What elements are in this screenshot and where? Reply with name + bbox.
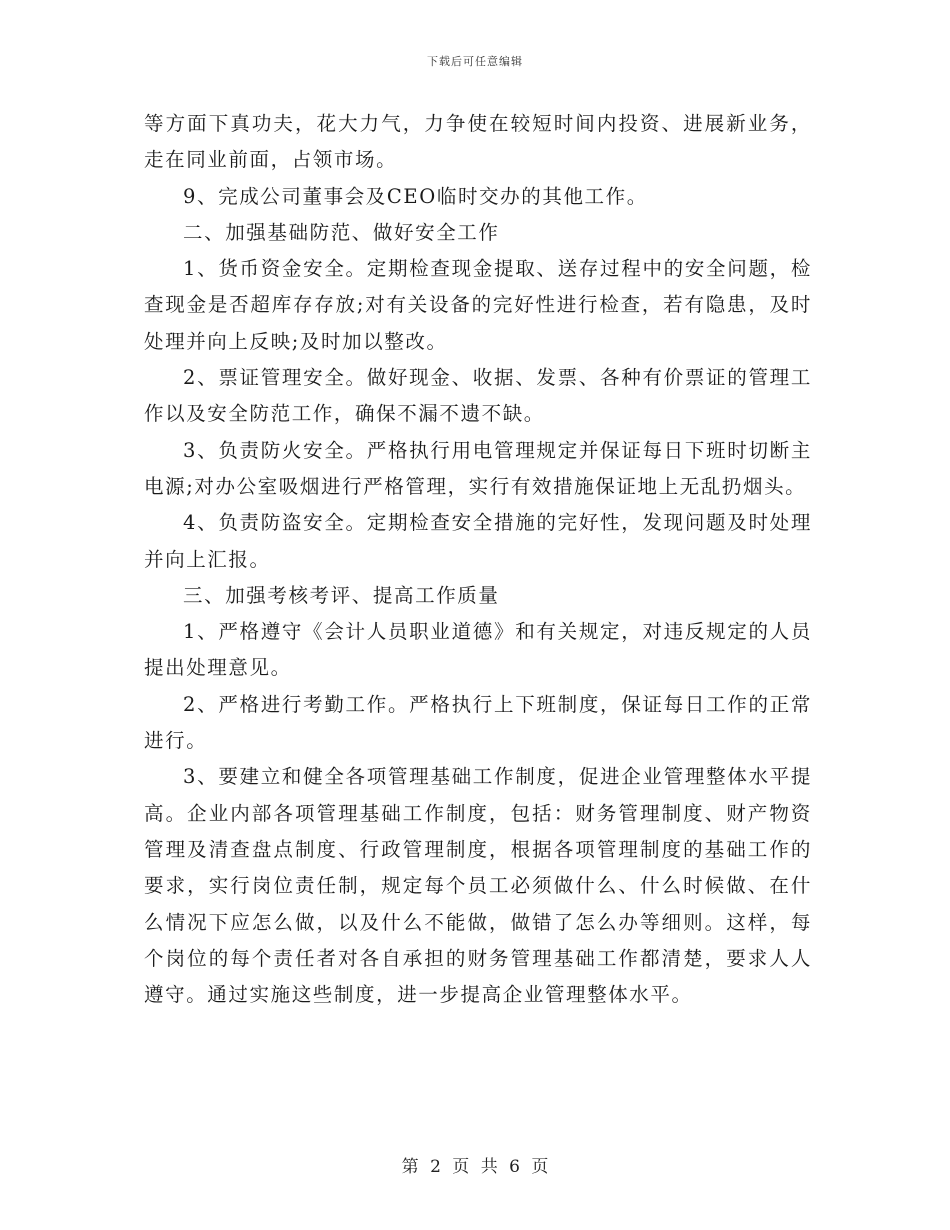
paragraph: 4、负责防盗安全。定期检查安全措施的完好性，发现问题及时处理并向上汇报。 xyxy=(144,511,812,571)
page-header: 下载后可任意编辑 xyxy=(427,55,523,68)
paragraph: 1、严格遵守《会计人员职业道德》和有关规定，对违反规定的人员提出处理意见。 xyxy=(144,620,812,680)
paragraph: 3、要建立和健全各项管理基础工作制度，促进企业管理整体水平提高。企业内部各项管理基础工作制度，包括：财务管理制度、财产物资管理及清查盘点制度、行政管理制度，根据各项管理制度的基础工作的要求，实行岗位责任制，规定每个员工必须做什么、什么时候做、在什么情况下应怎么做，以及什么不能做，做错了怎么办等细则。这样，每个岗位的每个责任者对各自承担的财务管理基础工作都清楚，要求人人遵守。通过实施这些制度，进一步提高企业管理整体水平。 xyxy=(144,765,812,1007)
document-body xyxy=(144,106,812,1013)
paragraph: 2、严格进行考勤工作。严格执行上下班制度，保证每日工作的正常进行。 xyxy=(144,692,812,753)
paragraph: 等方面下真功夫，花大力气，力争使在较短时间内投资、进展新业务，走在同业前面，占领市场。 xyxy=(144,112,812,172)
section-heading: 二、加强基础防范、做好安全工作 xyxy=(183,220,500,244)
paragraph: 9、完成公司董事会及CEO临时交办的其他工作。 xyxy=(183,184,648,208)
paragraph: 1、货币资金安全。定期检查现金提取、送存过程中的安全问题，检查现金是否超库存存放;对有关设备的完好性进行检查，若有隐患，及时处理并向上反映;及时加以整改。 xyxy=(144,257,812,353)
paragraph: 2、票证管理安全。做好现金、收据、发票、各种有价票证的管理工作以及安全防范工作，确保不漏不遗不缺。 xyxy=(144,366,812,426)
section-heading: 三、加强考核考评、提高工作质量 xyxy=(183,583,500,607)
page-number: 第 2 页 共 6 页 xyxy=(401,1157,549,1177)
paragraph: 3、负责防火安全。严格执行用电管理规定并保证每日下班时切断主电源;对办公室吸烟进行严格管理，实行有效措施保证地上无乱扔烟头。 xyxy=(144,438,812,498)
